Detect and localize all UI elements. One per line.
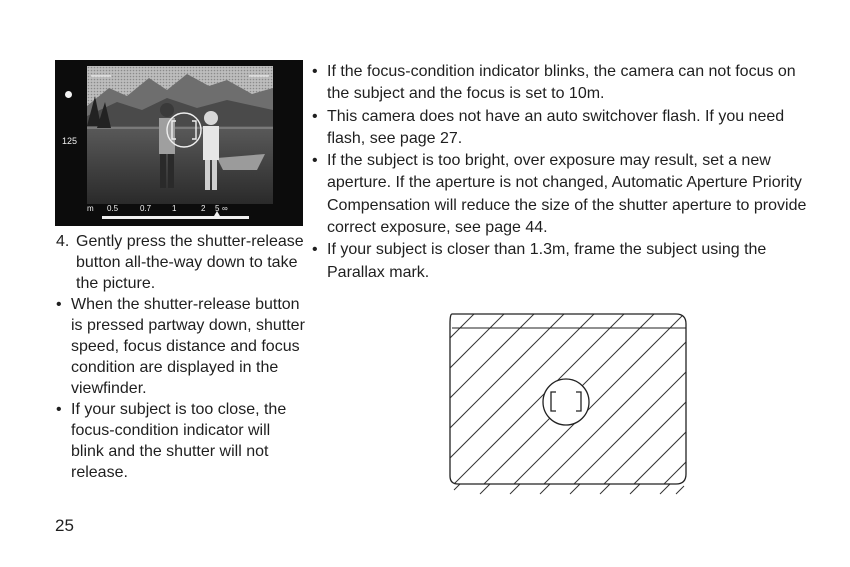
- list-item-text: This camera does not have an auto switchover flash. If you need flash, see page 27.: [327, 107, 785, 147]
- list-item-text: If the focus-condition indicator blinks, the camera can not focus on the subject and the focus is set to 10m.: [327, 63, 796, 103]
- bullet-icon: •: [312, 241, 318, 259]
- list-item: [312, 106, 822, 151]
- page-number: 25: [55, 516, 74, 535]
- list-item-text: When the shutter-release button is pressed partway down, shutter speed, focus distance and focus condition are displayed in the viewfinder.: [71, 296, 305, 397]
- list-item: [312, 239, 822, 284]
- distance-scale-tick: ∞: [222, 204, 228, 213]
- distance-scale-tick: 0.7: [140, 204, 152, 213]
- distance-scale-tick: 5: [215, 204, 220, 213]
- bullet-icon: •: [56, 296, 62, 313]
- step-number: 4.: [56, 233, 70, 250]
- bullet-icon: •: [312, 152, 318, 170]
- parallax-mark-diagram: [440, 310, 692, 498]
- list-item: [312, 150, 822, 239]
- list-item: [312, 61, 822, 106]
- list-item-text: If the subject is too bright, over exposure may result, set a new aperture. If the aperture is not changed, Automatic Aperture Priority Compensation will reduce the size of the shutter aperture to provide correct exposure, see page 44.: [327, 152, 807, 237]
- step-4: [56, 231, 306, 294]
- list-item-text: If your subject is too close, the focus-condition indicator will blink and the shutter will not release.: [71, 401, 287, 481]
- distance-scale-tick: 0.5: [107, 204, 119, 213]
- distance-bar: [102, 216, 249, 219]
- distance-pointer-icon: [214, 211, 220, 216]
- list-item-text: If your subject is closer than 1.3m, frame the subject using the Parallax mark.: [327, 241, 767, 281]
- distance-scale-tick: 1: [172, 204, 177, 213]
- right-column: [312, 61, 822, 284]
- viewfinder-scene: [87, 66, 273, 204]
- bullet-icon: •: [312, 63, 318, 80]
- shutter-speed-readout: 125: [62, 136, 78, 146]
- list-item: [56, 294, 306, 399]
- bullet-icon: •: [56, 401, 62, 418]
- distance-scale-tick: 2: [201, 204, 206, 213]
- list-item: [56, 399, 306, 483]
- step-text: Gently press the shutter-release button all-the-way down to take the picture.: [76, 233, 304, 292]
- distance-scale-unit: m: [87, 204, 94, 213]
- bullet-icon: •: [312, 107, 318, 125]
- viewfinder-photo: [55, 60, 303, 226]
- left-column: [56, 231, 306, 483]
- focus-indicator-dot: [65, 91, 72, 98]
